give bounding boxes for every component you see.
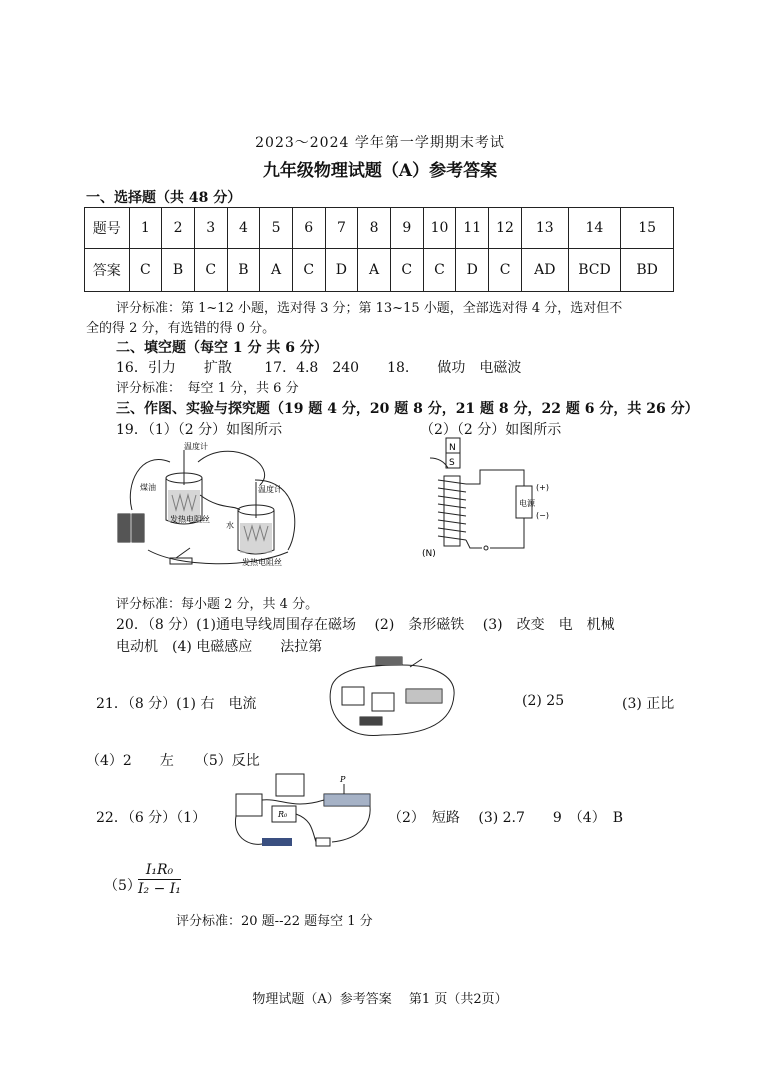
fig-label: 温度计 — [184, 442, 208, 451]
table-cell: B — [227, 249, 260, 292]
q19-part2: （2）（2 分）如图所示 — [420, 422, 562, 438]
fig-label: 温度计 — [258, 485, 282, 494]
s-pole-label: S — [449, 458, 455, 468]
table-cell: BD — [621, 249, 674, 292]
bottom-n-label: (N) — [422, 549, 436, 559]
fig-label: 水 — [226, 521, 234, 530]
table-cell: 2 — [162, 208, 195, 249]
fraction-numerator: I₁R₀ — [138, 862, 181, 880]
q21-left: 21．（8 分）(1) 右 电流 — [96, 696, 257, 712]
table-cell: C — [129, 249, 162, 292]
plus-label: (+) — [536, 483, 549, 492]
fig-label: 发热电阻丝 — [170, 515, 210, 524]
answer-line: 16．引力 扩散 17．4.8 240 18. 做功 电磁波 — [116, 360, 522, 376]
table-row — [85, 208, 674, 249]
table-cell: 5 — [260, 208, 293, 249]
fraction-formula — [138, 862, 181, 897]
q22-left: 22．（6 分）（1） — [96, 810, 207, 826]
table-cell: B — [162, 249, 195, 292]
table-cell: 3 — [194, 208, 227, 249]
scoring-text: 评分标准：第 1~12 小题，选对得 3 分；第 13~15 小题，全部选对得 4 分，选对但不 — [116, 301, 623, 316]
section2-title: 二、填空题（每空 1 分 共 6 分） — [116, 340, 328, 356]
minus-label: (−) — [536, 511, 549, 520]
scoring-text: 评分标准： 每空 1 分，共 6 分 — [116, 381, 299, 396]
q21-line2: （4）2 左 （5）反比 — [86, 753, 260, 769]
ohms-law-circuit-figure — [322, 655, 462, 745]
electromagnet-figure — [420, 436, 570, 566]
page-footer: 物理试题（A）参考答案 第1 页（共2页） — [252, 992, 508, 1007]
row-label: 题号 — [85, 208, 130, 249]
q19-part1: 19．（1）（2 分）如图所示 — [116, 422, 283, 438]
section1-title: 一、选择题（共 48 分） — [86, 190, 242, 206]
table-cell: C — [423, 249, 456, 292]
fig-label: 煤油 — [140, 483, 156, 492]
table-cell: D — [456, 249, 489, 292]
resistance-measurement-figure — [232, 770, 382, 854]
r0-label: R₀ — [278, 810, 288, 819]
table-cell: A — [358, 249, 391, 292]
answer-table — [84, 207, 674, 292]
q21-right: (3) 正比 — [622, 696, 675, 712]
n-pole-label: N — [449, 443, 456, 453]
table-cell: 4 — [227, 208, 260, 249]
table-cell: 14 — [568, 208, 621, 249]
table-cell: D — [325, 249, 358, 292]
table-cell: 6 — [292, 208, 325, 249]
scoring-text: 评分标准：每小题 2 分，共 4 分。 — [116, 597, 319, 612]
q21-mid: (2) 25 — [522, 693, 565, 709]
q22-right: （2） 短路 (3) 2.7 9 （4） B — [388, 810, 624, 826]
fraction-denominator: I₂ − I₁ — [138, 881, 181, 897]
table-cell: 1 — [129, 208, 162, 249]
scoring-text: 评分标准：20 题--22 题每空 1 分 — [176, 914, 373, 929]
q20-line1: 20．（8 分）(1)通电导线周围存在磁场 (2) 条形磁铁 (3) 改变 电 机械 — [116, 617, 615, 633]
table-cell: 8 — [358, 208, 391, 249]
table-cell: 15 — [621, 208, 674, 249]
table-cell: AD — [521, 249, 568, 292]
scoring-text: 全的得 2 分，有选错的得 0 分。 — [86, 321, 276, 336]
section3-title: 三、作图、实验与探究题（19 题 4 分，20 题 8 分，21 题 8 分，22 题 6 分，共 26 分） — [116, 401, 699, 417]
q22-part5-label: （5） — [104, 878, 141, 894]
table-cell: C — [489, 249, 522, 292]
p-label: P — [340, 775, 346, 784]
q20-line2: 电动机 (4) 电磁感应 法拉第 — [116, 639, 323, 655]
table-cell: 11 — [456, 208, 489, 249]
paper-title: 九年级物理试题（A）参考答案 — [262, 161, 498, 181]
fig-label: 发热电阻丝 — [242, 558, 282, 567]
table-cell: 10 — [423, 208, 456, 249]
table-row — [85, 249, 674, 292]
power-source-label: 电源 — [519, 499, 535, 508]
table-cell: BCD — [568, 249, 621, 292]
row-label: 答案 — [85, 249, 130, 292]
table-cell: 12 — [489, 208, 522, 249]
table-cell: C — [292, 249, 325, 292]
table-cell: C — [390, 249, 423, 292]
table-cell: 9 — [390, 208, 423, 249]
table-cell: 7 — [325, 208, 358, 249]
table-cell: 13 — [521, 208, 568, 249]
table-cell: A — [260, 249, 293, 292]
exam-title: 2023～2024 学年第一学期期末考试 — [255, 135, 505, 151]
joule-heating-figure — [110, 440, 325, 570]
table-cell: C — [194, 249, 227, 292]
